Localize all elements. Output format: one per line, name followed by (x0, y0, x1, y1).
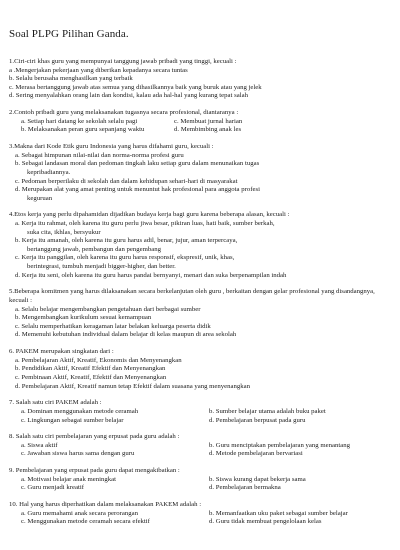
option-grid (9, 408, 392, 425)
question-8 (9, 433, 392, 459)
option-c: c. Pembinaan Aktif, Kreatif, Efektif dan Menyenangkan (15, 373, 167, 381)
option-b (9, 160, 392, 177)
option-b: b. Selalu berusaha menghasilkan yang terbaik (9, 75, 133, 83)
option-b: b. Siswa kurang dapat bekerja sama (209, 475, 306, 483)
option-c: c. Membuat jurnal harian (174, 117, 243, 125)
question-6 (9, 348, 392, 391)
option-grid (9, 118, 392, 135)
option-a (9, 220, 392, 237)
option-c: c. Merasa bertanggung jawab atas semua yang dihasilkannya baik yang buruk atau yang jelek (9, 83, 262, 91)
option-c: c. Lingkungan sebagai sumber belajar (21, 416, 124, 424)
option-b: b. Melaksanakan peran guru sepanjang waktu (21, 126, 145, 134)
question-3 (9, 143, 392, 203)
option-c: c. Pedoman berperilaku di sekolah dan dalam kehidupan sehari-hari di masyarakat (15, 177, 238, 185)
option-grid (9, 442, 392, 459)
question-4 (9, 211, 392, 280)
question-text: 4.Etos kerja yang perlu dipahamidan dijadikan budaya kerja bagi guru karena beberapa alasan, kecuali : (9, 211, 290, 219)
option-c-line1: c. Kerja itu panggilan, oleh karena itu guru harus responsif, ekspresif, unik, khas, (15, 254, 235, 262)
option-d-line1: d. Merupakan alat yang amat penting untuk menuntut hak profesional para anggota profesi (15, 186, 260, 194)
question-text: 7. Salah satu ciri PAKEM adalah : (9, 399, 102, 407)
question-list (9, 58, 392, 535)
option-a: a. Dominan menggunakan metode ceramah (21, 407, 139, 415)
option-b: b. Pendidikan Aktif, Kreatif Efektif dan Menyenangkan (15, 365, 166, 373)
option-b-line1: b. Sebagai landasan moral dan pedoman tingkah laku setiap guru dalam menunaikan tugas (15, 160, 260, 168)
question-text: 3.Makna dari Kode Etik guru Indonesia yang harus difahami guru, kecuali : (9, 143, 214, 151)
option-grid (9, 476, 392, 493)
option-d: d. Kerja itu seni, oleh karena itu guru harus pandai bernyanyi, menari dan suka berpenampilan indah (15, 271, 287, 279)
question-text: 5.Beberapa komitmen yang harus dilaksanakan secara berkelanjutan oleh guru , berkaitan dengan gelar profesional yang disandangnya, kecuali : (9, 288, 375, 304)
option-grid (9, 510, 392, 527)
option-d: d. Pembelajaran bermakna (209, 484, 281, 492)
option-d (9, 186, 392, 203)
question-text: 9. Pembelajaran yang erpusat pada guru dapat mengakibatkan : (9, 467, 180, 475)
option-c-line2: berintegrasi, tumbuh menjadi bigger-higher, dan better. (27, 263, 176, 271)
question-7 (9, 399, 392, 425)
question-2 (9, 109, 392, 135)
option-b (9, 237, 392, 254)
option-a-line2: suka cita, ikhlas, bersyukur (27, 228, 101, 236)
question-text: 10. Hal yang harus diperhatikan dalam melaksanakan PAKEM adalah : (9, 501, 202, 509)
question-10 (9, 501, 392, 527)
option-d: d. Membimbing anak les (174, 126, 242, 134)
option-a-line1: a. Kerja itu rahmat, oleh karena itu guru perlu jiwa besar, pikiran luas, hati baik, sumber berkah, (15, 220, 275, 228)
option-c: c. Jawaban siswa harus sama dengan guru (21, 450, 135, 458)
option-b: b. Sumber belajar utama adalah buku paket (209, 407, 326, 415)
question-text: 8. Salah satu ciri pembelajaran yang erpusat pada guru adalah : (9, 433, 180, 441)
option-d: d. Pembelajaran Aktif, Kreatif namun tetap Efektif dalam suasana yang menyenangkan (15, 382, 251, 390)
option-d: d. Sering menyalahkan orang lain dan kondisi, kalau ada hal-hal yang kurang tepat salah (9, 92, 248, 100)
page-title: Soal PLPG Pilihan Ganda. (9, 28, 129, 40)
option-a: a. Sebagai himpunan nilai-nilai dan norma-norma profesi guru (15, 151, 184, 159)
option-a: a. Pembelajaran Aktif, Kreatif, Ekonomis dan Menyenangkan (15, 356, 182, 364)
question-5 (9, 288, 392, 340)
option-a: a. Setiap hari datang ke sekolah selalu pagi (21, 117, 138, 125)
option-a: a. Siswa aktif (21, 441, 58, 449)
option-d-line2: keguruan (27, 194, 53, 202)
option-b: b. Mengembangkan kurikulum sesuai kemampuan (15, 314, 152, 322)
option-c: c. Selalu memperhatikan keragaman latar belakan keluarga peserta didik (15, 322, 211, 330)
option-d: d. Memenuhi kebutuhan individual dalam belajar di kelas maupun di area sekolah (15, 331, 237, 339)
option-b: b. Guru menciptakan pembelajaran yang menantang (209, 441, 350, 449)
option-d: d. Pembelajaran berpusat pada guru (209, 416, 306, 424)
question-text: 2.Contoh pribadi guru yang melaksanakan tugasnya secara profesional, diantaranya : (9, 109, 239, 117)
option-a: a. Motivasi belajar anak meningkat (21, 475, 117, 483)
option-b: b. Memanfaatkan uku paket sebagai sumber belajar (209, 509, 348, 517)
option-c: c. Guru menjadi kreatif (21, 484, 84, 492)
option-a: a .Mengerjakan pekerjaan yang diberikan kepadanya secara tuntas (9, 66, 188, 74)
question-9 (9, 467, 392, 493)
option-b-line2: kepribadiannya. (27, 168, 71, 176)
option-d: d. Metode pembelajaran bervariasi (209, 450, 303, 458)
option-c: c. Menggunakan metode ceramah secara efektif (21, 518, 150, 526)
question-1 (9, 58, 392, 101)
option-c (9, 254, 392, 271)
option-a: a. Selalu belajar mengembangkan pengetahuan dari berbagai sumber (15, 305, 201, 313)
option-b-line2: bertanggung jawab, pembangun dan pengembang (27, 245, 162, 253)
option-d: d. Guru tidak membuat pengelolaan kelas (209, 518, 322, 526)
question-text: 1.Ciri-ciri khas guru yang mempunyai tanggung jawab pribadi yang tinggi, kecuali : (9, 58, 237, 65)
option-a: a. Guru memahami anak secara perorangan (21, 509, 138, 517)
option-b-line1: b. Kerja itu amanah, oleh karena itu guru harus adil, benar, jujur, aman terpercaya, (15, 237, 238, 245)
question-text: 6. PAKEM merupakan singkatan dari : (9, 348, 114, 356)
